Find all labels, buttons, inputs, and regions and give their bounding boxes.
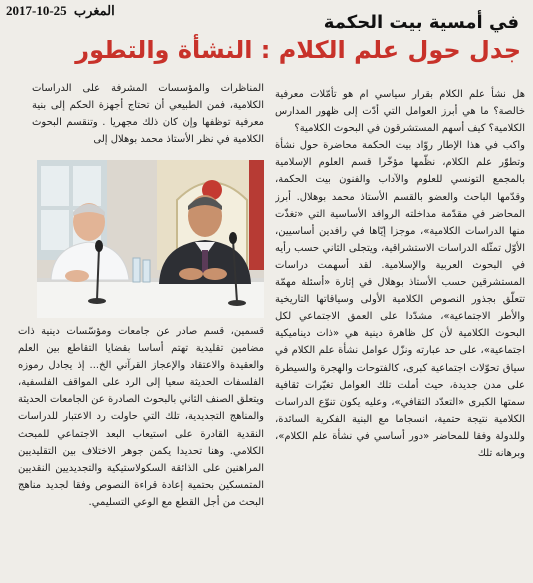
speakers-photo bbox=[37, 160, 264, 318]
article-column-left-top bbox=[32, 80, 264, 158]
article-headline: جدل حول علم الكلام : النشأة والتطور bbox=[75, 36, 521, 64]
publication-date: 2017-10-25 bbox=[6, 3, 67, 18]
dateline bbox=[6, 3, 115, 19]
body-paragraph: المناظرات والمؤسسات المشرفة على الدراسات الكلامية، فمن الطبيعي أن تحتاج أجهزة الحكم إلى بنية معرفية توظفها وإن كان ذلك مجهريا . وتنقسم البحوث الكلامية في نظر الأستاذ محمد بوهلال إلى bbox=[32, 83, 264, 146]
article-photo bbox=[37, 160, 264, 318]
body-paragraph: واكب في هذا الإطار روّاد بيت الحكمة محاضرة حول نشأة وتطوّر علم الكلام، نظّمها مؤخّرا قسم العلوم الإسلامية بالمجمع التونسي للعلوم والآداب والفنون بيت الحكمة، وقدّمها الباحث والعضو بالقسم الأستاذ محمد بوهلال. أبرز المحاضر في مقدّمة مداخلته الروافد الأساسية التي «تغذّت منها الدراسات الكلامية»، موجزا إيّاها في رافدين أساسيين، الأوّل تمثّله الدراسات الاستشراقية، ويتجلى الثاني حسب رأيه في البحوث العربية والإسلامية. لقد أسهمت دراسات المستشرقين حسب الأستاذ بوهلال في إثارة «أسئلة مهمّة تتعلّق بجذور النصوص الكلامية الأولى وسياقاتها التاريخية والأطر الاجتماعية»، مشدّدا على العمق الاجتماعي لكل البحوث الكلامية لأن كل ظاهرة دينية هي «ذات ديناميكية اجتماعية»، على حد عبارته ونزّل عوامل نشأة علم الكلام في سياق تحوّلات اجتماعية كبرى، كالفتوحات والهجرة والسيطرة على مدن جديدة، حيث أملت تلك العوامل تغيّرات ثقافية سمتها الكبرى «التعدّد الثقافي»، وعليه يكون تنوّع الدراسات الكلامية نتيجة حتمية، انسجاما مع البنية الفكرية السائدة، وللدولة وفقا للمحاضر «دور أساسي في نشأة علم الكلام»، وبرهانه تلك bbox=[275, 140, 525, 459]
newspaper-name: المغرب bbox=[73, 3, 115, 18]
article-column-right bbox=[275, 86, 525, 581]
article-kicker: في أمسية بيت الحكمة bbox=[323, 12, 519, 33]
article-column-left-bottom bbox=[18, 323, 264, 581]
body-paragraph: قسمين، قسم صادر عن جامعات ومؤسّسات دينية ذات مضامين تقليدية تهتم أساسا بقضايا التقاطع بين العلم والعقيدة والاعتقاد والإعجاز القرآني الخ... إذ يجادل رموزه الفلسفات الحديثة سعيا إلى الرد على المواقف الفلسفية، ويتعلق الصنف الثاني بالبحوث الصادرة عن الجامعات الحديثة والمناهج التجديدية، تلك التي حاولت رد الاعتبار للدراسات النقدية القادرة على استيعاب البعد الاجتماعي للمبحث الكلامي. وهنا تحديدا يكمن جوهر الاختلاف بين التقليديين المراهنين على الذائقة السكولاستيكية والتجديديين النقديين المتمسكين بحتمية إعادة قراءة النصوص وفقا لجديد مناهج البحث من أجل القطع مع الوعي التسليمي. bbox=[18, 326, 264, 508]
intro-paragraph: هل نشأ علم الكلام بقرار سياسي ام هو تأمّلات معرفية خالصة؟ ما هي أبرز العوامل التي أدّت إلى ظهور المدارس الكلامية؟ كيف أسهم المستشرقون في البحوث الكلامية؟ bbox=[275, 89, 525, 135]
